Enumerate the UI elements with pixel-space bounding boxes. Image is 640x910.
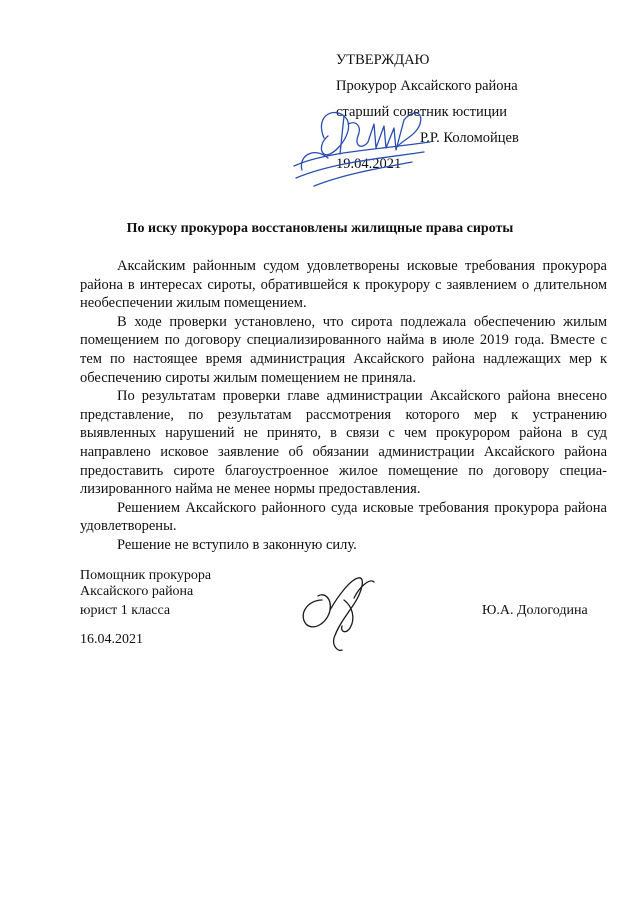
prosecutor-signature [284, 96, 434, 192]
paragraph: Решением Аксайского районного суда исковые требования прокурора района удовлетворены. [80, 499, 607, 535]
signatory-position [80, 568, 211, 600]
approval-name: Р.Р. Коломойцев [420, 130, 519, 146]
signatory-rank: юрист 1 класса [80, 603, 171, 618]
paragraph: В ходе проверки установлено, что сирота подлежала обеспечению жилым помещением по договору специализированного найма в июле 2019 года. Вместе с тем по настоящее время администрация Аксайского района надлежащих мер к обеспечению сироты жилым помещением не приняла. [80, 313, 607, 386]
approval-heading: УТВЕРЖДАЮ [336, 52, 430, 68]
signatory-position-line1: Помощник прокурора [80, 568, 212, 583]
approval-date: 19.04.2021 [336, 156, 402, 172]
approval-rank: старший советник юстиции [336, 104, 507, 120]
paragraph: Аксайским районным судом удовлетворены исковые требования прокурора района в интересах сироты, обратившейся к прокурору с заявлением о длительном необеспечении жилым помещением. [80, 258, 607, 312]
document-title: По иску прокурора восстановлены жилищные права сироты [126, 221, 514, 236]
signatory-name: Ю.А. Дологодина [482, 603, 588, 618]
signatory-position-line2: Аксайского района [80, 584, 194, 599]
approval-position: Прокурор Аксайского района [336, 78, 518, 94]
paragraph: Решение не вступило в законную силу. [117, 536, 357, 553]
assistant-signature [288, 570, 384, 656]
paragraph: По результатам проверки главе администрации Аксайского района внесено представление, по результатам рассмотрения которого мер к устранению выявленных нарушений не принято, в связи с чем прокурором района в суд направлено исковое заявление об обязании администрации Аксайского района предоставить сироте благоустроенное жилое помещение по договору специализированного найма не менее нормы предоставления. [80, 388, 607, 498]
signatory-date: 16.04.2021 [80, 632, 143, 647]
document-body [80, 257, 607, 555]
